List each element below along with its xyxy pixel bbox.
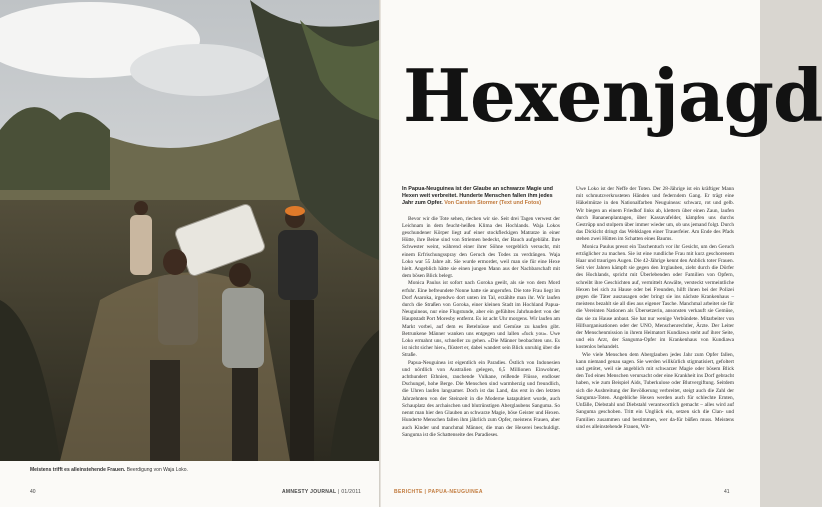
page-number-left: 40 bbox=[30, 489, 36, 495]
lead-text: In Papua-Neuguinea ist der Glaube an schwarze Magie und Hexen weit verbreitet. Hunderte Menschen fallen ihm jedes Jahr zum Opfer. bbox=[402, 186, 553, 207]
body-paragraph: Papua-Neuguinea ist eigentlich ein Paradies. Östlich von Indonesien und nördlich von Australien gelegen, 6,5 Millionen Einwohner, achthundert Ethnien, rauchende Vulkane, reißende Flüsse, endloser Dschungel, hohe Berge. Die Menschen sind warmherzig und freundlich, die Uhren laufen langsamer. Doch ist das Land, das erst in den letzten Jahrzehnten von der Steinzeit in die Moderne katapultiert wurde, auch Schauplatz des archaischen und blutrünstigen Aberglaubens Sanguma. So nennt man hier den Glauben an schwarze Magie, böse Geister und Hexen. Hunderte Menschen fallen ihm jährlich zum Opfer, meistens Frauen, aber auch Kinder und manchmal Männer, die man der Hexerei beschuldigt. Sanguma ist die Schattenseite des Paradieses. bbox=[402, 359, 560, 438]
publication-name bbox=[282, 489, 361, 495]
body-paragraph: Bevor wir die Tote sehen, riechen wir sie. Seit drei Tagen verwest der Leichnam in dem feucht-heißen Klima des Hochlands. Waja Lokos geschundener Körper liegt auf einer stockfleckigen Matratze in einer Hütte, ihre Beine sind von Striemen bedeckt, der Bauch aufgebläht. Ihre Schwester weint, während einer ihrer Söhne vergeblich versucht, mit einem Erfrischungsspray den Geruch des Todes zu verdrängen. Waja Loko war 55 Jahre alt. Sie wurde ermordet, weil man sie für eine Hexe hielt. Angeblich hätte sie einen jungen Mann aus der Nachbarschaft mit dem bösen Blick belegt. bbox=[402, 215, 560, 280]
body-paragraph: Wie viele Menschen dem Aberglauben jedes Jahr zum Opfer fallen, kann niemand genau sagen. Sie werden willkürlich stigmatisiert, gefoltert und getötet, weil sie angeblich mit schwarzer Magie oder bösem Blick den Tod eines Menschen verursacht oder eine Krankheit ins Dorf gebracht haben, wie zum Beispiel Aids, Tuberkulose oder Blutvergiftung. Seitdem sich die Ausbreitung der Bevölkerung verbreitet, steigt auch die Zahl der Sanguma-Toten. Angebliche Hexen werden auch für schlechte Ernten, Unfälle, Diebstahl und Diebstahl verantwortlich gemacht – alles wird auf Sanguma geschoben. Tritt ein Unglück ein, setzen sich die Clan- und Familien zusammen und bestimmen, wer da-für büßen muss. Meistens sind es alleinstehende Frauen, Wit- bbox=[576, 351, 734, 430]
funeral-procession-photo bbox=[0, 0, 379, 461]
page-number-right: 41 bbox=[724, 489, 730, 495]
body-paragraph: Uwe Loko ist der Neffe der Toten. Der 28-Jährige ist ein kräftiger Mann mit schmutzverkrusteten Händen und federndem Gang. Er trägt eine Häkelmütze in den Nationalfarben Neuguineas: schwarz, rot und gelb. Wir biegen an einem Friedhof links ab, klettern über einen Zaun, laufen durch Bananenplantagen, über Kassavafelder, kämpfen uns durchs Gestrüpp und stolpern über immer wieder um, ob uns jemand folgt. Durch das Dickicht dringt das Wehklagen einer Trauerfeier. Am Ende des Pfads stehen zwei Hütten im Schatten eines Baums. bbox=[576, 186, 734, 243]
caption-bold: Meistens trifft es alleinstehende Frauen. bbox=[30, 467, 126, 473]
author-credit: Von Carsten Stormer (Text und Fotos) bbox=[444, 200, 542, 207]
caption-rest: Beerdigung von Waja Loko. bbox=[126, 467, 188, 473]
article-lead bbox=[402, 186, 560, 208]
publication-title: AMNESTY JOURNAL bbox=[282, 489, 337, 495]
publication-issue: | 01/2011 bbox=[338, 489, 362, 495]
photo-illustration bbox=[0, 0, 379, 461]
photo-caption bbox=[30, 467, 188, 473]
body-paragraph: Monica Paulus ist sofort nach Goroka geeilt, als sie von dem Mord erfuhr. Eine befreundete Nonne hatte sie angerufen. Die tote Frau liegt im Dorf Asaroka, irgendwo dort unten im Tal, erzählte man ihr. Wir laufen durch die Straßen von Goroka, einer kleinen Stadt im Hochland Papua-Neuguineas, nur eine Flugstunde, aber ein gefühltes Jahrhundert von der Hauptstadt Port Moresby entfernt. Es ist acht Uhr morgens. Wir laufen am Markt vorbei, auf dem es Betelnüsse und Gemüse zu kaufen gibt. Betrunkene Männer wanken uns entgegen und lallen »fuck you«. Uwe Loko ermahnt uns, schneller zu gehen. »Die Männer beobachten uns. Es ist nicht sicher hier«, flüstert er, dabei wandert sein Blick unruhig über die Straße. bbox=[402, 280, 560, 359]
article-headline: Hexenjagd bbox=[403, 53, 822, 138]
text-column-left bbox=[402, 186, 560, 476]
section-label: BERICHTE | PAPUA-NEUGUINEA bbox=[394, 489, 483, 495]
page-gutter bbox=[379, 0, 381, 507]
text-column-right bbox=[576, 186, 734, 476]
body-paragraph: Monica Paulus presst ein Taschentuch vor ihr Gesicht, um den Geruch erträglicher zu machen. Sie ist eine rundliche Frau mit kurz geschorenem Haar und traurigen Augen. Die 42-Jährige kennt den Anblick toter Frauen. Seit vier Jahren kämpft sie gegen den Irrglauben, zieht durch die Dörfer des Hochlands, spricht mit Überlebenden oder Familien von Opfern, schreibt ihre Geschichten auf, vermittelt Anwälte, versteckt vermeintliche Hexen bei sich zu Hause oder bei Freunden, hilft ihnen bei der Polizei gegen die Täter auszusagen oder bringt sie ins nächste Krankenhaus – meistens bezahlt sie all dies aus eigener Tasche. Manchmal arbeitet sie für die Vereinten Nationen als Übersetzerin, ansonsten verkauft sie Gemüse, das sie zu Hause anbaut. Sie hat nur wenige Verbündete. Mitarbeiter von Hilfsorganisationen oder der UNO, Menschenrechtler, Ärzte. Der Leiter der Menschenmission in ihrem Heimatort Kundiawa steht auf ihrer Seite, und ein Arzt, der Sanguma-Opfer im Krankenhaus von Kundiawa kostenlos behandelt. bbox=[576, 243, 734, 351]
